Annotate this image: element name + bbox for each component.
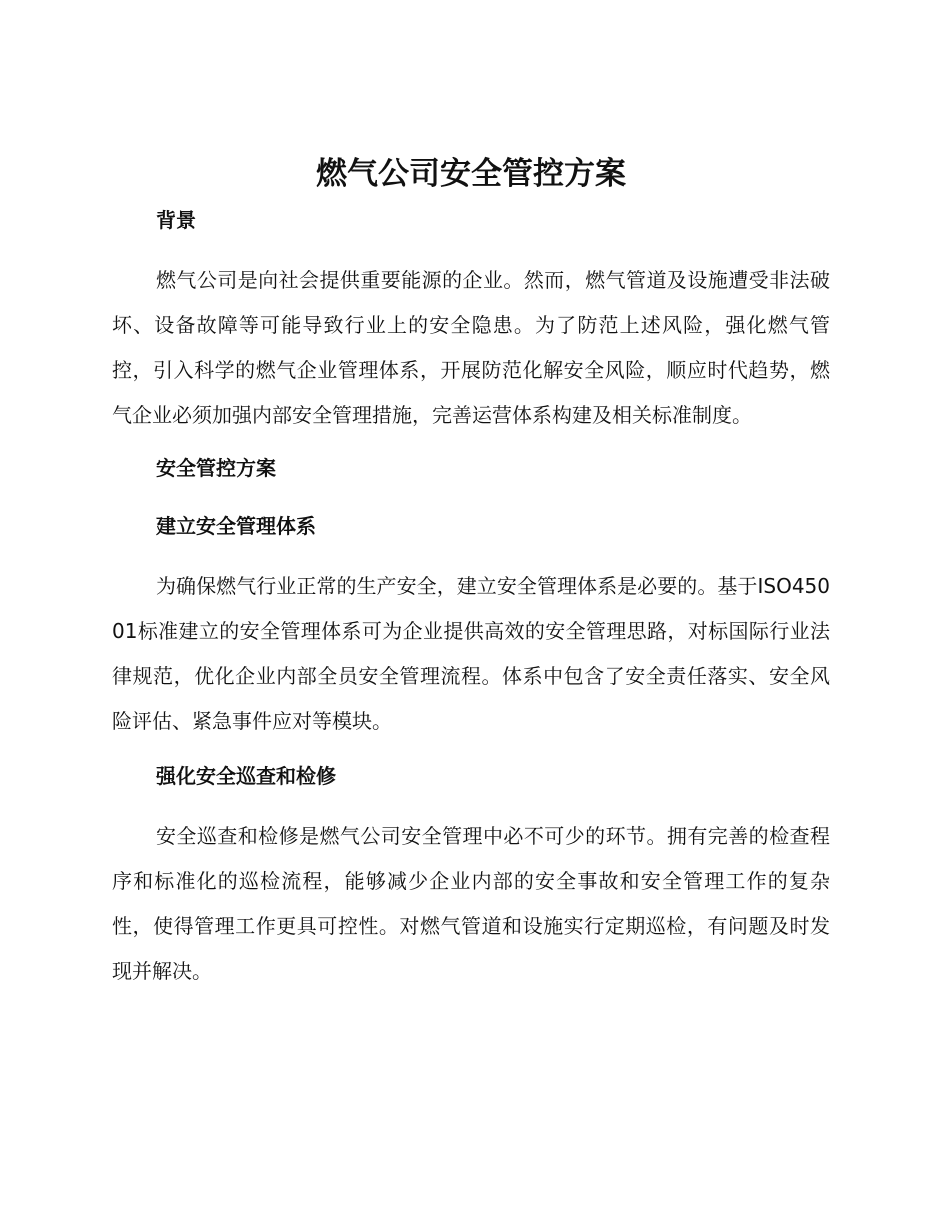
section-paragraph-background: 燃气公司是向社会提供重要能源的企业。然而，燃气管道及设施遭受非法破坏、设备故障等可能导致行业上的安全隐患。为了防范上述风险，强化燃气管控，引入科学的燃气企业管理体系，开展防范化解安全风险，顺应时代趋势，燃气企业必须加强内部安全管理措施，完善运营体系构建及相关标准制度。 (112, 268, 830, 427)
document-body (112, 148, 830, 994)
section-heading-inspection: 强化安全巡查和检修 (156, 764, 336, 788)
section-paragraph-inspection: 安全巡查和检修是燃气公司安全管理中必不可少的环节。拥有完善的检查程序和标准化的巡检流程，能够减少企业内部的安全事故和安全管理工作的复杂性，使得管理工作更具可控性。对燃气管道和设施实行定期巡检，有问题及时发现并解决。 (112, 824, 830, 983)
section-heading-background: 背景 (156, 208, 196, 232)
page-title: 燃气公司安全管控方案 (316, 156, 626, 192)
section-paragraph-management-system: 为确保燃气行业正常的生产安全，建立安全管理体系是必要的。基于ISO45001标准建立的安全管理体系可为企业提供高效的安全管理思路，对标国际行业法律规范，优化企业内部全员安全管理流程。体系中包含了安全责任落实、安全风险评估、紧急事件应对等模块。 (112, 574, 830, 733)
section-heading-management-system: 建立安全管理体系 (156, 514, 316, 538)
section-heading-control-plan: 安全管控方案 (156, 456, 276, 480)
